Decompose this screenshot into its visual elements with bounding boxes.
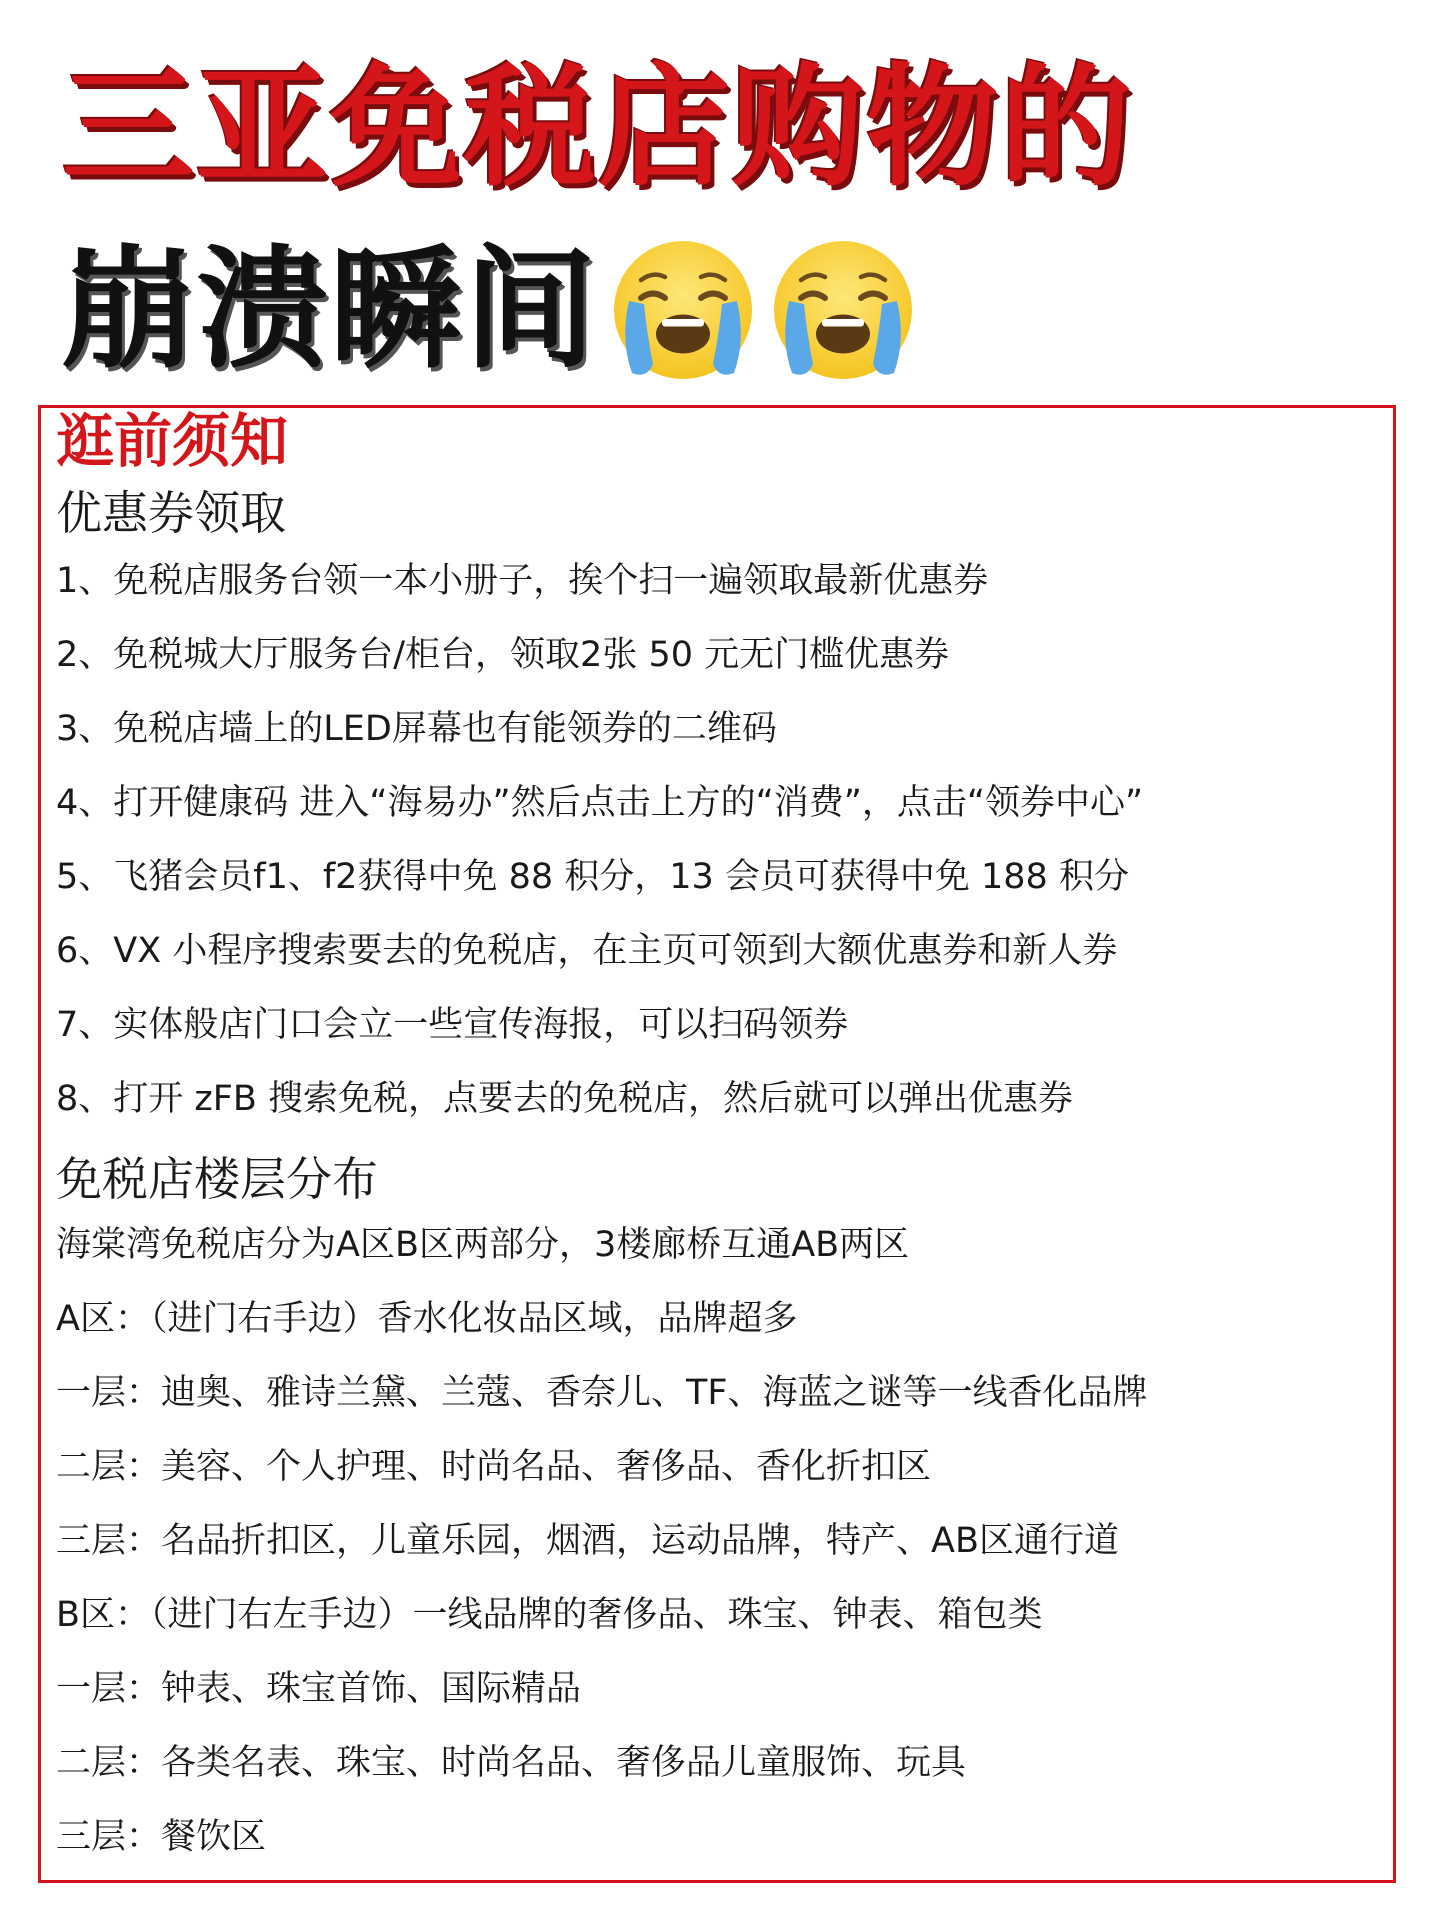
floor-section-heading: 免税店楼层分布 [56,1152,378,1206]
page-title-line-1: 三亚免税店购物的 [62,51,1134,205]
page-title-line-2 [62,235,918,385]
notice-box [38,405,1396,1883]
coupon-item: 2、免税城大厅服务台/柜台，领取2张 50 元无门槛优惠券 [56,635,950,675]
coupon-item: 5、飞猪会员f1、f2获得中免 88 积分，13 会员可获得中免 188 积分 [56,857,1129,897]
notice-heading: 逛前须知 [56,407,289,475]
floor-item: 二层：美容、个人护理、时尚名品、奢侈品、香化折扣区 [56,1447,932,1487]
floor-item: A区：（进门右手边）香水化妆品区域，品牌超多 [56,1299,798,1339]
floor-item: 二层：各类名表、珠宝、时尚名品、奢侈品儿童服饰、玩具 [56,1743,967,1783]
loudly-crying-face-icon [768,235,918,385]
floor-item: 三层：名品折扣区，儿童乐园，烟酒，运动品牌，特产、AB区通行道 [56,1521,1119,1561]
coupon-item: 8、打开 zFB 搜索免税，点要去的免税店，然后就可以弹出优惠券 [56,1079,1074,1119]
page-title-line-2-text: 崩溃瞬间 [62,233,598,387]
floor-item: 海棠湾免税店分为A区B区两部分，3楼廊桥互通AB两区 [56,1225,910,1265]
coupon-item: 3、免税店墙上的LED屏幕也有能领券的二维码 [56,709,777,749]
coupon-item: 1、免税店服务台领一本小册子，挨个扫一遍领取最新优惠券 [56,561,989,601]
floor-item: 一层：迪奥、雅诗兰黛、兰蔻、香奈儿、TF、海蓝之谜等一线香化品牌 [56,1373,1148,1413]
coupon-item: 6、VX 小程序搜索要去的免税店，在主页可领到大额优惠券和新人券 [56,931,1118,971]
coupon-section-heading: 优惠券领取 [56,486,286,540]
coupon-item: 4、打开健康码 进入“海易办”然后点击上方的“消费”，点击“领券中心” [56,783,1144,823]
loudly-crying-face-icon [608,235,758,385]
floor-item: 三层：餐饮区 [56,1817,267,1857]
coupon-item: 7、实体般店门口会立一些宣传海报，可以扫码领券 [56,1005,849,1045]
floor-item: B区：（进门右左手边）一线品牌的奢侈品、珠宝、钟表、箱包类 [56,1595,1043,1635]
floor-item: 一层：钟表、珠宝首饰、国际精品 [56,1669,582,1709]
